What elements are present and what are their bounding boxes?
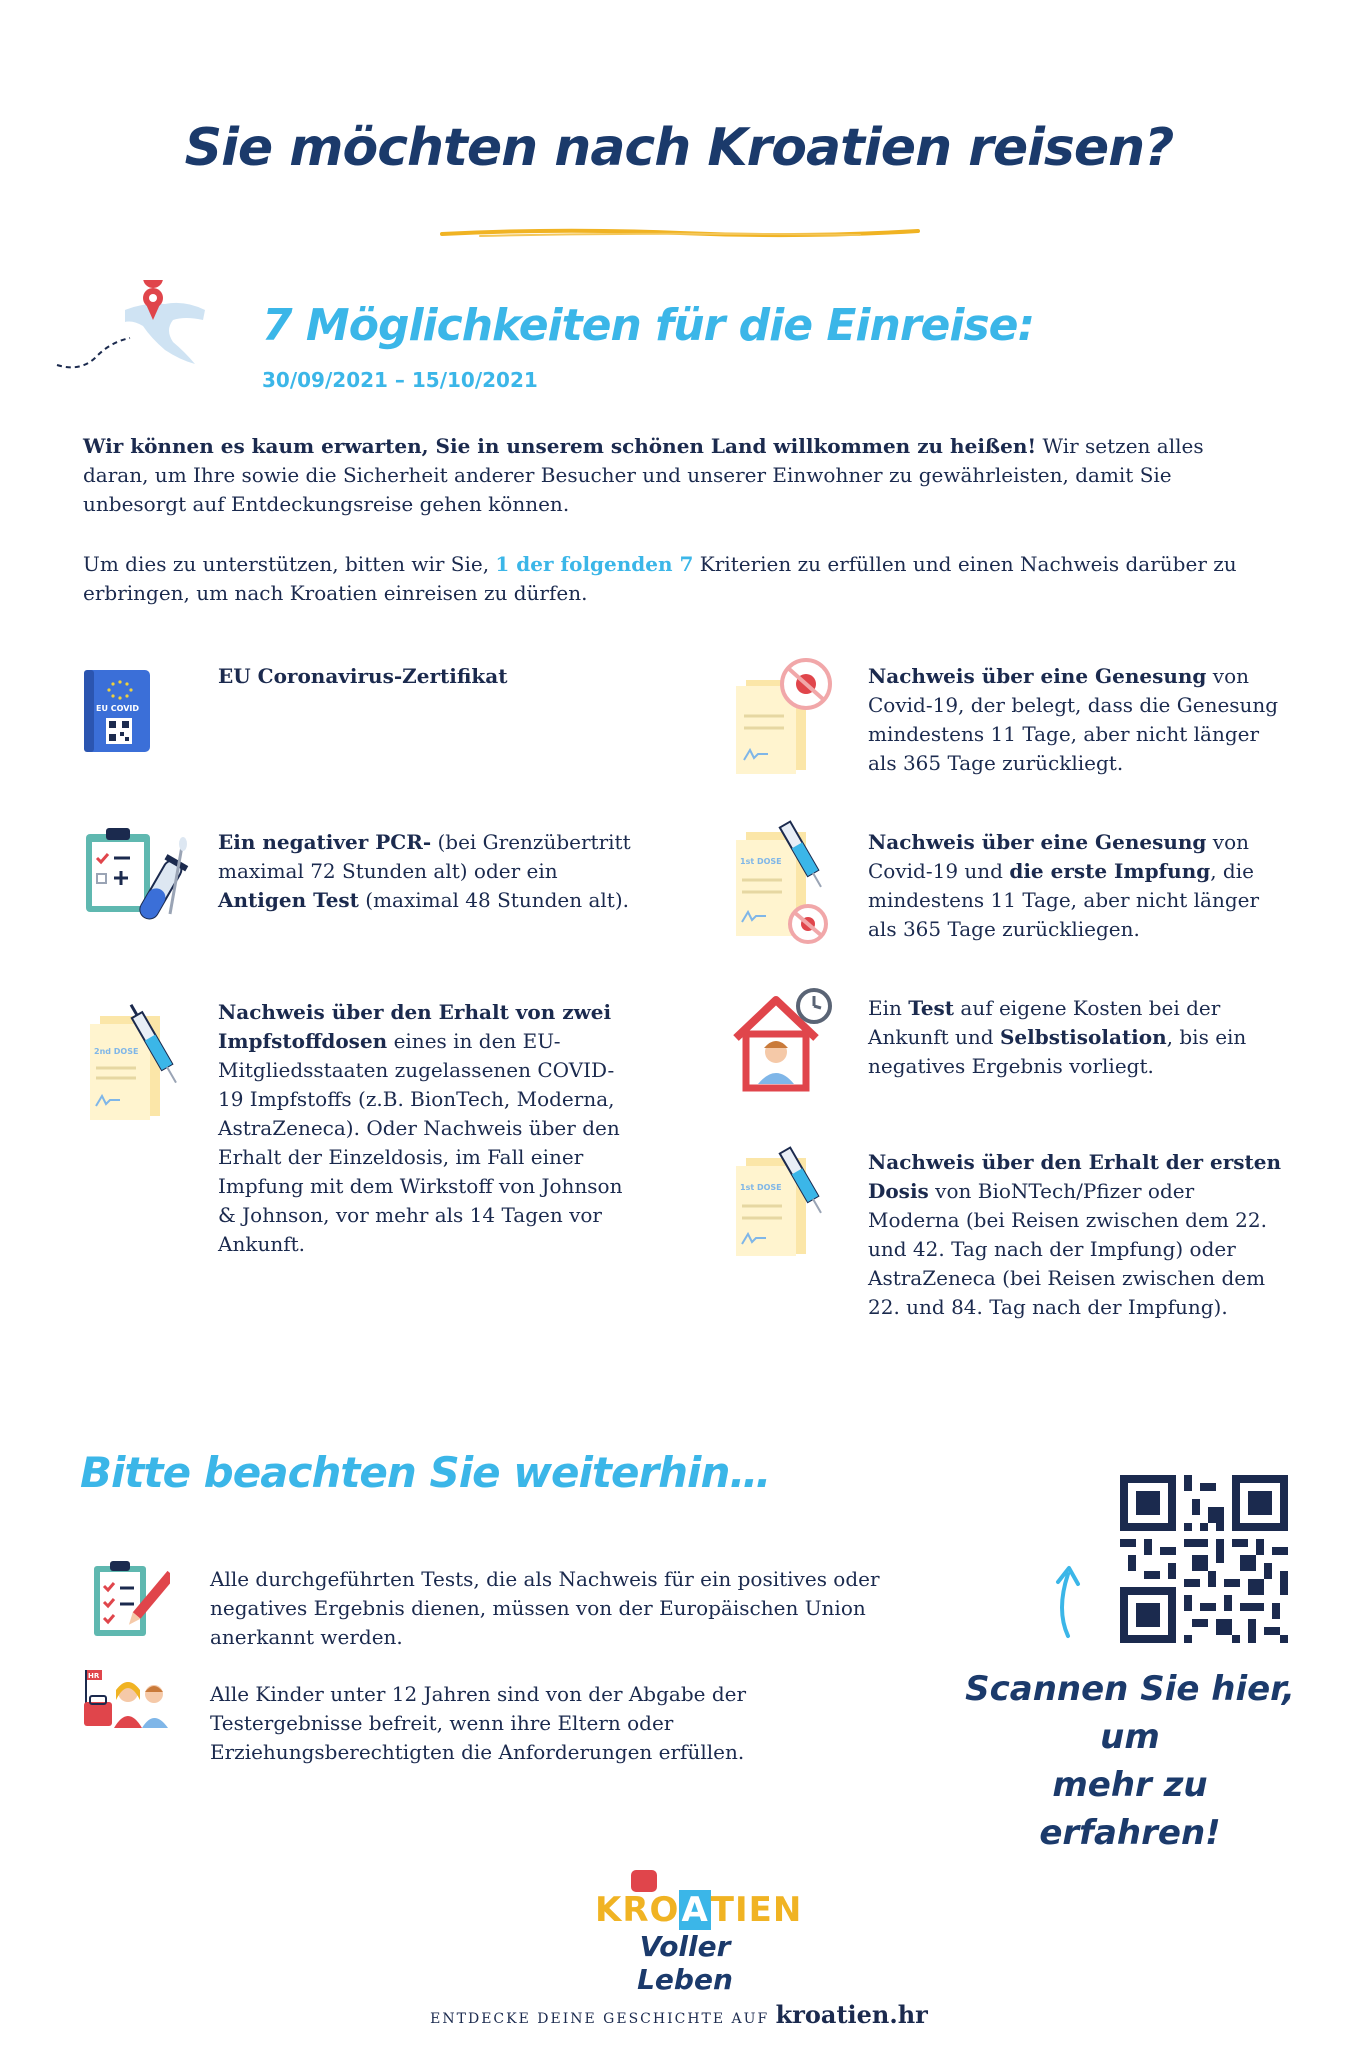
eu-covid-label: EU COVID: [96, 704, 140, 713]
scan-instruction: [960, 1665, 1300, 1857]
first-dose-document-icon: [730, 1140, 830, 1260]
criterion-2-text-2: (maximal 48 Stunden alt).: [358, 888, 629, 912]
entry-options-title: 7 Möglichkeiten für die Einreise:: [262, 300, 1035, 351]
criterion-7-bold: Nachweis über den Erhalt der ersten Dosis: [868, 1150, 1281, 1203]
intro-highlight: 1 der folgenden 7: [495, 552, 694, 576]
criterion-3-text: eines in den EU-Mitgliedsstaaten zugelassenen COVID-19 Impfstoffs (z.B. BionTech, Moderna, AstraZeneca). Oder Nachweis über den Erhalt der Einzeldosis, im Fall einer Impfung mit dem Wirkstoff von Johnson & Johnson, vor mehr als 14 Tagen vor Ankunft.: [218, 1029, 623, 1256]
recovery-certificate-icon: [730, 656, 840, 776]
footer-text: ENTDECKE DEINE GESCHICHTE AUF: [430, 2011, 776, 2027]
checklist-pen-icon: [90, 1558, 170, 1640]
criterion-5-text-1: von Covid-19 und: [868, 830, 1249, 883]
eu-certificate-icon: [82, 668, 152, 754]
criterion-pcr-antigen: [218, 828, 638, 915]
criterion-4-bold: Nachweis über eine Genesung: [868, 664, 1207, 688]
criterion-5-bold-2: die erste Impfung: [1009, 859, 1211, 883]
criterion-3-bold: Nachweis über den Erhalt von zwei Impfstoffdosen: [218, 1000, 612, 1053]
arrow-up-icon: [1048, 1560, 1088, 1640]
home-isolation-icon: [728, 986, 838, 1096]
criterion-4-text: von Covid-19, der belegt, dass die Genesung mindestens 11 Tage, aber nicht länger als 365 Tage zurückliegt.: [868, 664, 1279, 775]
note-children-exempt: Alle Kinder unter 12 Jahren sind von der Abgabe der Testergebnisse befreit, wenn ihre Eltern oder Erziehungsberechtigten die Anforderungen erfüllen.: [210, 1682, 747, 1764]
criterion-two-doses: [218, 998, 638, 1259]
criterion-5-text-2: , die mindestens 11 Tage, aber nicht länger als 365 Tage zurückliegen.: [868, 859, 1260, 941]
note-tests-recognized: Alle durchgeführten Tests, die als Nachweis für ein positives oder negatives Ergebnis dienen, müssen von der Europäischen Union anerkannt werden.: [210, 1567, 880, 1649]
intro-text: Wir setzen alles daran, um Ihre sowie die Sicherheit anderer Besucher und unserer Einwohner zu gewährleisten, damit Sie unbesorgt auf Entdeckungsreise gehen können.: [83, 434, 1204, 516]
scan-line-2: mehr zu erfahren!: [1039, 1765, 1221, 1853]
hr-flag-label: HR: [88, 1672, 100, 1680]
date-range: 30/09/2021 – 15/10/2021: [262, 368, 538, 392]
criterion-6-text-0: Ein: [868, 996, 909, 1020]
criterion-6-text-2: , bis ein negatives Ergebnis vorliegt.: [868, 1025, 1247, 1078]
scan-line-1: Scannen Sie hier, um: [965, 1669, 1295, 1757]
criterion-6-bold-1: Test: [908, 996, 955, 1020]
croatia-map-pin-icon: [55, 280, 225, 380]
logo-word-1: KRO: [595, 1890, 680, 1930]
intro-bold: Wir können es kaum erwarten, Sie in unserem schönen Land willkommen zu heißen!: [83, 434, 1037, 458]
criterion-6-bold-2: Selbstisolation: [999, 1025, 1167, 1049]
logo-tagline: Voller Leben: [637, 1930, 733, 1996]
criterion-test-isolation: [868, 994, 1288, 1081]
footer-link[interactable]: kroatien.hr: [775, 2000, 928, 2029]
intro-text-b: Kriterien zu erfüllen und einen Nachweis darüber zu erbringen, um nach Kroatien einreisen zu dürfen.: [83, 552, 1237, 605]
test-clipboard-icon: [82, 826, 198, 936]
family-children-icon: [82, 1666, 174, 1730]
qr-code[interactable]: [1120, 1475, 1288, 1643]
logo-wordmark: [595, 1890, 803, 1930]
criterion-first-dose: [868, 1148, 1288, 1322]
intro-paragraph-2: [83, 550, 1273, 608]
criterion-recovery-first-dose: [868, 828, 1288, 944]
second-dose-label: 2nd DOSE: [94, 1047, 139, 1056]
logo-word-3: TIEN: [710, 1890, 803, 1930]
criterion-7-text: von BioNTech/Pfizer oder Moderna (bei Reisen zwischen dem 22. und 42. Tag nach der Impfung) oder AstraZeneca (bei Reisen zwischen dem 22. und 84. Tag nach der Impfung).: [868, 1179, 1267, 1319]
criterion-5-bold-1: Nachweis über eine Genesung: [868, 830, 1207, 854]
first-dose-label: 1st DOSE: [740, 857, 782, 866]
first-dose-label-2: 1st DOSE: [740, 1183, 782, 1192]
criterion-6-text-1: auf eigene Kosten bei der Ankunft und: [868, 996, 1221, 1049]
criterion-2-bold-2: Antigen Test: [218, 888, 359, 912]
recovery-first-dose-icon: [730, 814, 840, 954]
intro-paragraph-1: [83, 432, 1273, 519]
footer: [0, 2000, 1358, 2029]
notes-title: Bitte beachten Sie weiterhin…: [80, 1448, 771, 1497]
criterion-2-bold-1: Ein negativer PCR-: [218, 830, 432, 854]
kroatien-logo: [595, 1868, 803, 1996]
criterion-1-bold: EU Coronavirus-Zertifikat: [218, 664, 508, 688]
criterion-2-text-1: (bei Grenzübertritt maximal 72 Stunden alt) oder ein: [218, 830, 631, 883]
criterion-eu-certificate: [218, 662, 638, 691]
title-underline-decoration: [440, 226, 920, 240]
logo-word-2: A: [681, 1890, 709, 1930]
page-title: Sie möchten nach Kroatien reisen?: [184, 118, 1174, 178]
criterion-recovery: [868, 662, 1288, 778]
second-dose-document-icon: [86, 998, 182, 1124]
intro-text-a: Um dies zu unterstützen, bitten wir Sie,: [83, 552, 496, 576]
